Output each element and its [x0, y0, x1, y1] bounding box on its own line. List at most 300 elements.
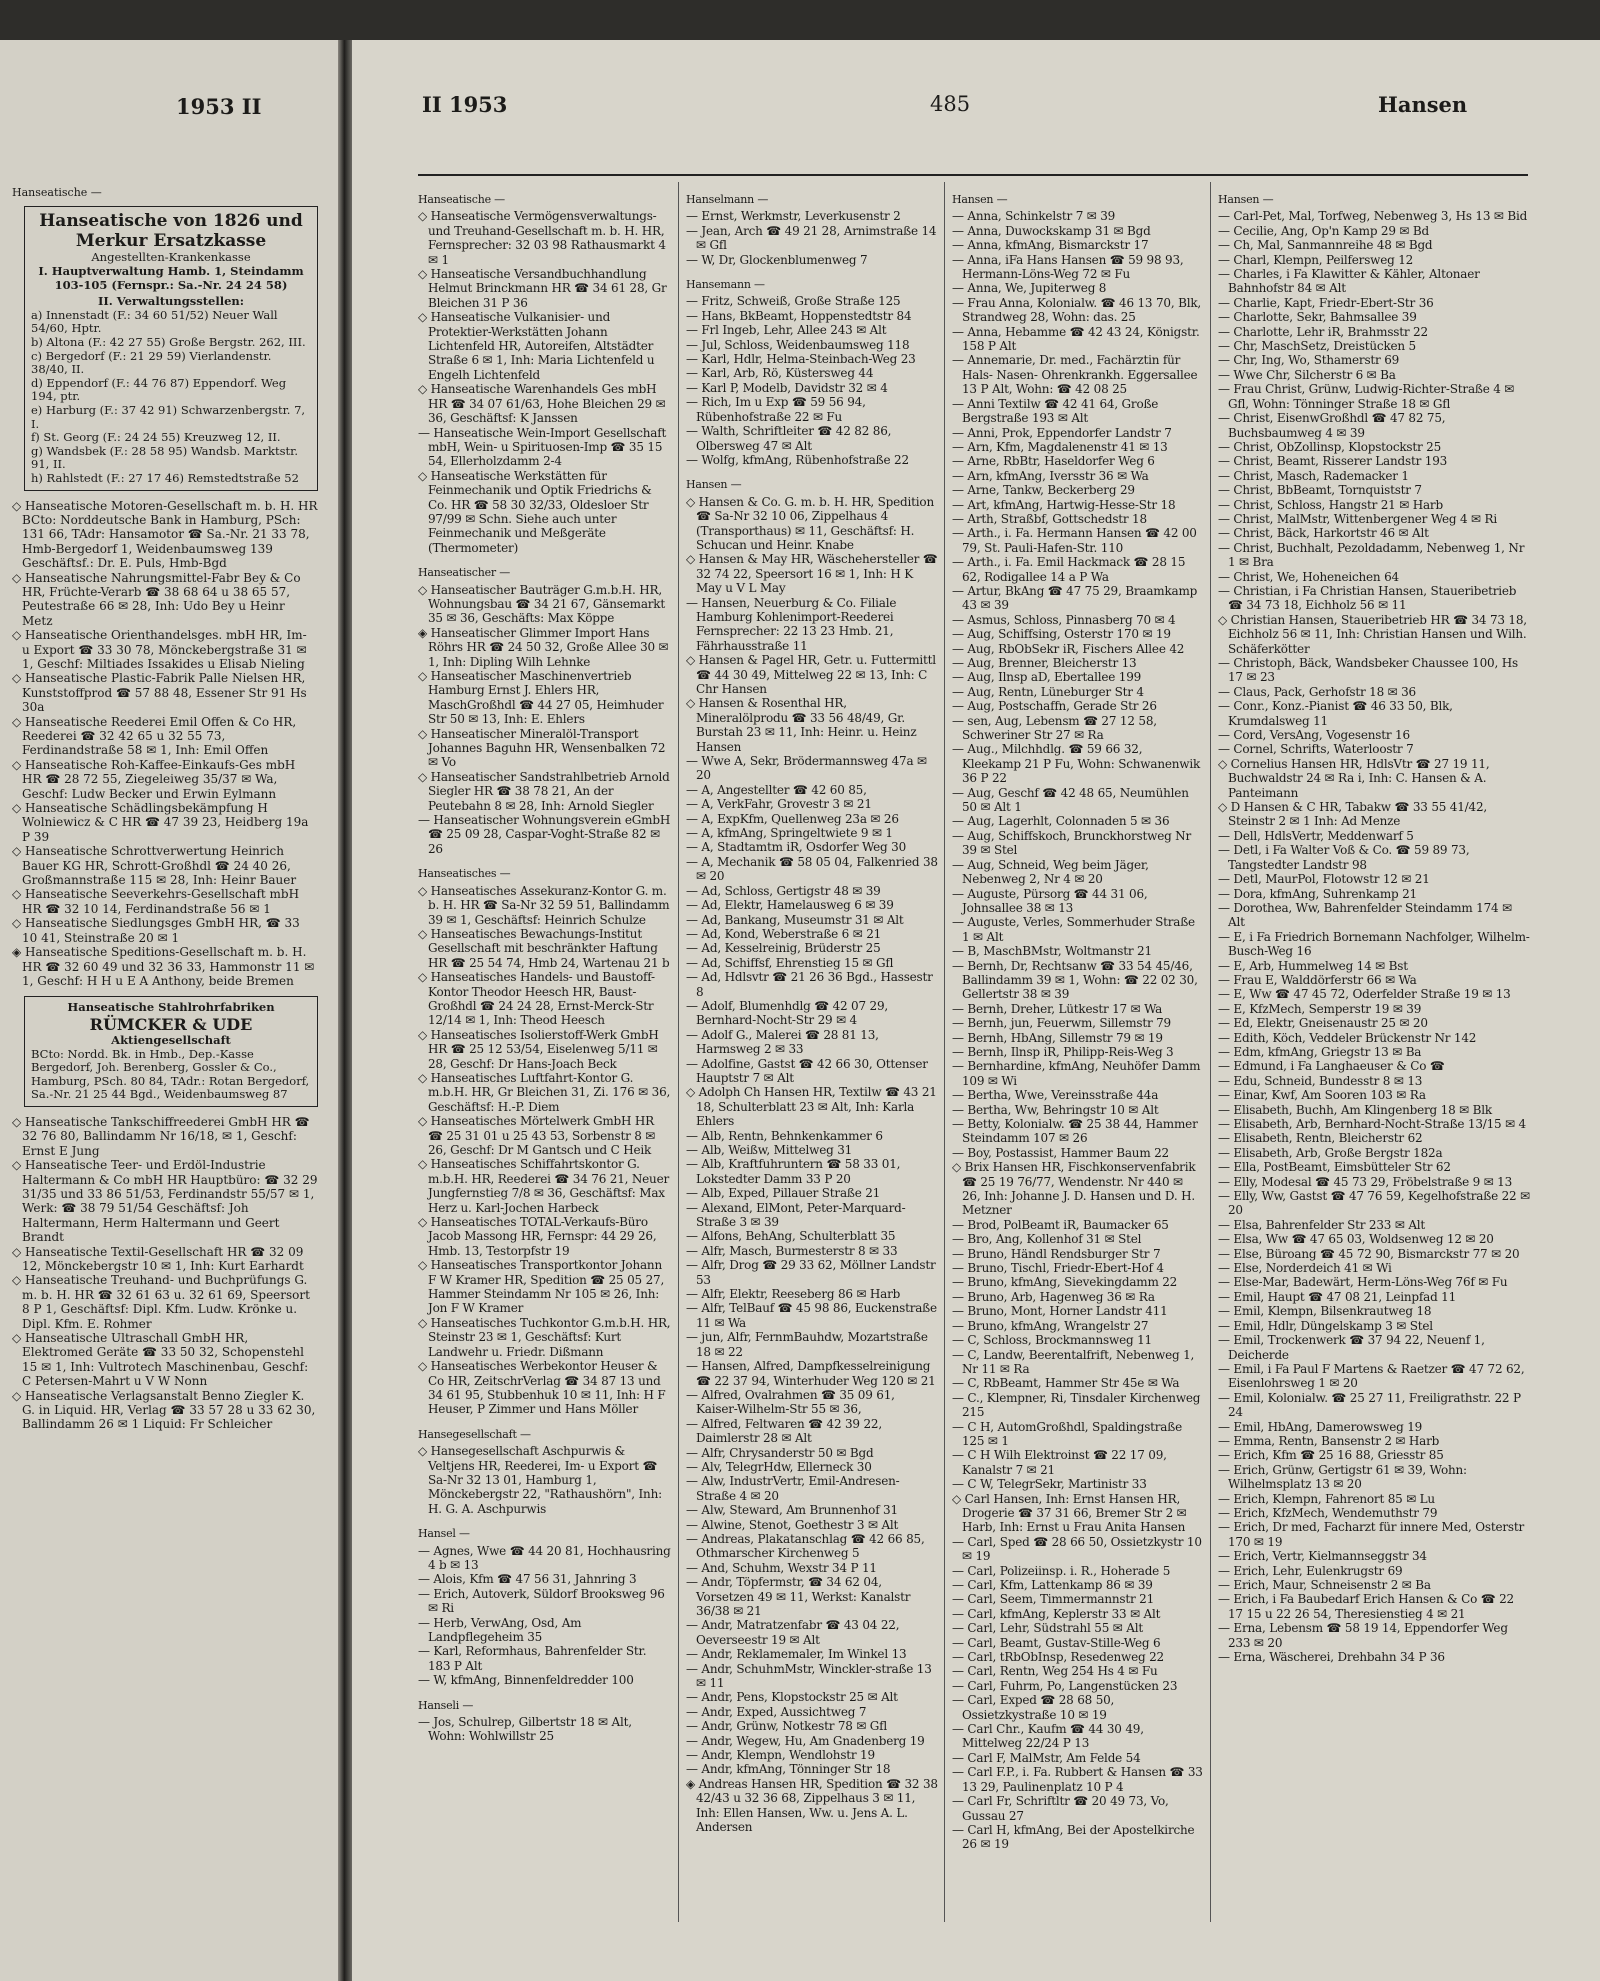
directory-entry: — Erich, Grünw, Gertigstr 61 ✉ 39, Wohn: Wilhelmsplatz 13 ✉ 20	[1218, 1462, 1467, 1492]
directory-entry: ◇ Carl Hansen, Inh: Ernst Hansen HR, Drogerie ☎ 37 31 66, Bremer Str 2 ✉ Harb, Inh: Ernst u Frau Anita Hansen	[952, 1491, 1187, 1535]
directory-entry: — Wwe Chr, Silcherstr 6 ✉ Ba	[1218, 367, 1396, 382]
directory-entry: — Bernh, jun, Feuerwm, Sillemstr 79	[952, 1016, 1171, 1031]
directory-entry: — Edmund, i Fa Langhaeuser & Co ☎	[1218, 1059, 1445, 1074]
left-page-column	[12, 186, 318, 1966]
directory-entry: — Dorothea, Ww, Bahrenfelder Steindamm 174 ✉ Alt	[1218, 900, 1512, 930]
directory-entry: — Andr, Grünw, Notkestr 78 ✉ Gfl	[686, 1719, 888, 1734]
kasse-hq: I. Hauptverwaltung Hamb. 1, Steindamm 103-105 (Fernspr.: Sa.-Nr. 24 24 58)	[38, 264, 304, 292]
directory-entry: — Erich, Autoverk, Süldorf Brooksweg 96 ✉ Ri	[418, 1586, 665, 1616]
directory-entry: — Erich, Lehr, Eulenkrugstr 69	[1218, 1563, 1403, 1578]
directory-entry: — Adolf, Blumenhdlg ☎ 42 07 29, Bernhard-Nocht-Str 29 ✉ 4	[686, 998, 889, 1028]
directory-entry: — Dora, kfmAng, Suhrenkamp 21	[1218, 886, 1417, 901]
ruemcker-text: BCto: Nordd. Bk. in Hmb., Dep.-Kasse Bergedorf, Joh. Berenberg, Gossler & Co., Hamburg, PSch. 80 84, TAdr.: Rotan Bergedorf, Sa.-Nr. 21 25 44 Bgd., Weidenbaumsweg 87	[31, 1046, 310, 1102]
directory-entry: — Anna, Schinkelstr 7 ✉ 39	[952, 209, 1116, 224]
directory-entry: ◇ Hanseatische Teer- und Erdöl-Industrie Haltermann & Co mbH HR Hauptbüro: ☎ 32 29 31/35 und 33 86 51/53, Ferdinandstr 55/57 ✉ 1, Werk: ☎ 38 79 51/54 Geschäftsf: Joh Haltermann, Herm Haltermann und Geert Brandt	[12, 1158, 318, 1245]
directory-entry: — Andr, kfmAng, Tönninger Str 18	[686, 1762, 891, 1777]
directory-entry: — Herb, VerwAng, Osd, Am Landpflegeheim 35	[418, 1615, 582, 1644]
directory-entry: — Hans, BkBeamt, Hoppenstedtstr 84	[686, 308, 912, 323]
directory-entry: — Alfr, Elektr, Reeseberg 86 ✉ Harb	[686, 1287, 901, 1302]
directory-entry: — Carl F.P., i. Fa. Rubbert & Hansen ☎ 33 13 29, Paulinenplatz 10 P 4	[952, 1765, 1203, 1794]
directory-entry: — Aug, Schiffsing, Osterstr 170 ✉ 19	[952, 627, 1171, 642]
directory-entry: — C, RbBeamt, Hammer Str 45e ✉ Wa	[952, 1376, 1180, 1391]
directory-entry: — Elly, Modesal ☎ 45 73 29, Fröbelstraße 9 ✉ 13	[1218, 1174, 1513, 1189]
directory-entry: — E, i Fa Friedrich Bornemann Nachfolger, Wilhelm-Busch-Weg 16	[1218, 929, 1530, 959]
page-year: II 1953	[422, 92, 508, 117]
directory-entry: — E, Arb, Hummelweg 14 ✉ Bst	[1218, 958, 1408, 973]
directory-entry: — Charlie, Kapt, Friedr-Ebert-Str 36	[1218, 295, 1434, 310]
directory-entry: — Carl, Kfm, Lattenkamp 86 ✉ 39	[952, 1578, 1153, 1592]
directory-entry: — Alfr, TelBauf ☎ 45 98 86, Euckenstraße 11 ✉ Wa	[686, 1301, 937, 1330]
directory-entry: — Fritz, Schweiß, Große Straße 125	[686, 294, 901, 309]
directory-entry: — Emil, Kolonialw. ☎ 25 27 11, Freiligrathstr. 22 P 24	[1218, 1390, 1521, 1420]
directory-entry: — Elisabeth, Arb, Bernhard-Nocht-Straße 13/15 ✉ 4	[1218, 1117, 1526, 1131]
directory-entry: — Ad, Schloss, Gertigstr 48 ✉ 39	[686, 883, 881, 898]
directory-entry: — Ch, Mal, Sanmannreihe 48 ✉ Bgd	[1218, 238, 1433, 253]
directory-entry: ◇ Hanseatisches Handels- und Baustoff-Kontor Theodor Heesch HR, Baust-Großhdl ☎ 24 24 28, Ernst-Merck-Str 12/14 ✉ 1, Inh: Theod Heesch	[418, 970, 655, 1028]
section-heading: Hansegesellschaft —	[418, 1427, 531, 1441]
section-heading: Hanseatischer —	[418, 566, 511, 580]
directory-entry: ◇ Hanseatische Siedlungsges GmbH HR, ☎ 33 10 41, Steinstraße 20 ✉ 1	[12, 916, 300, 945]
directory-entry: — Aug, RbObSekr iR, Fischers Allee 42	[952, 641, 1185, 656]
directory-entry: — Elisabeth, Arb, Große Bergstr 182a	[1218, 1145, 1443, 1160]
directory-entry: — Alois, Kfm ☎ 47 56 31, Jahnring 3	[418, 1572, 637, 1587]
directory-entry: — A, kfmAng, Springeltwiete 9 ✉ 1	[686, 826, 893, 841]
directory-entry: — Carl F, MalMstr, Am Felde 54	[952, 1750, 1141, 1765]
directory-entry: — sen, Aug, Lebensm ☎ 27 12 58, Schweriner Str 27 ✉ Ra	[952, 713, 1157, 743]
section-heading: Hanseatisches —	[418, 867, 511, 881]
directory-entry: ◇ Hanseatische Warenhandels Ges mbH HR ☎ 34 07 61/63, Hohe Bleichen 29 ✉ 36, Geschäftsf: K Janssen	[418, 382, 666, 426]
directory-entry: — Carl-Pet, Mal, Torfweg, Nebenweg 3, Hs 13 ✉ Bid	[1218, 209, 1528, 224]
directory-entry: — W, kfmAng, Binnenfeldredder 100	[418, 1673, 634, 1688]
directory-entry: — Bruno, Mont, Horner Landstr 411	[952, 1304, 1168, 1319]
directory-column-3	[952, 182, 1204, 1952]
directory-entry: — Emil, HbAng, Damerowsweg 19	[1218, 1419, 1423, 1434]
section-heading: Hansemann —	[686, 278, 765, 292]
directory-entry: — Christ, Buchhalt, Pezoldadamm, Nebenweg 1, Nr 1 ✉ Bra	[1218, 540, 1525, 570]
directory-entry: — Boy, Postassist, Hammer Baum 22	[952, 1145, 1169, 1160]
page-number: 485	[930, 92, 971, 116]
directory-entry: — C, Schloss, Brockmannsweg 11	[952, 1333, 1152, 1348]
directory-entry: — Bertha, Ww, Behringstr 10 ✉ Alt	[952, 1102, 1159, 1117]
directory-entry: ◇ Hanseatisches Mörtelwerk GmbH HR ☎ 25 31 01 u 25 43 53, Sorbenstr 8 ✉ 26, Geschf: Dr M Gantsch und C Heik	[418, 1114, 656, 1157]
directory-entry: ◇ Hanseatische Reederei Emil Offen & Co HR, Reederei ☎ 32 42 65 u 32 55 73, Ferdinandstraße 58 ✉ 1, Inh: Emil Offen	[12, 714, 297, 758]
directory-entry: — Bro, Ang, Kollenhof 31 ✉ Stel	[952, 1232, 1142, 1247]
directory-entry: — Bernh, HbAng, Sillemstr 79 ✉ 19	[952, 1030, 1163, 1045]
directory-entry: — Erich, Dr med, Facharzt für innere Med, Osterstr 170 ✉ 19	[1218, 1520, 1524, 1549]
directory-entry: ◇ Hanseatische Textil-Gesellschaft HR ☎ 32 09 12, Mönckebergstr 10 ✉ 1, Inh: Kurt Earhardt	[12, 1244, 304, 1273]
directory-entry: ◈ Hanseatischer Glimmer Import Hans Röhrs HR ☎ 24 50 32, Große Allee 30 ✉ 1, Inh: Dipling Wilh Lehnke	[418, 625, 669, 669]
directory-entry: — Emil, Haupt ☎ 47 08 21, Leinpfad 11	[1218, 1289, 1457, 1304]
directory-entry: — Arne, RbBtr, Haseldorfer Weg 6	[952, 454, 1155, 469]
directory-entry: — Bernh, Dreher, Lütkestr 17 ✉ Wa	[952, 1001, 1163, 1016]
kasse-branch: d) Eppendorf (F.: 44 76 87) Eppendorf. Weg 194, ptr.	[31, 375, 287, 404]
directory-entry: — Erna, Wäscherei, Drehbahn 34 P 36	[1218, 1650, 1445, 1665]
directory-entry: ◇ Hanseatisches Assekuranz-Kontor G. m. b. H. HR ☎ Sa-Nr 32 59 51, Ballindamm 39 ✉ 1, Geschäftsf: Heinrich Schulze	[418, 883, 670, 927]
directory-entry: ◇ Hanseatisches Isolierstoff-Werk GmbH HR ☎ 25 12 53/54, Eiselenweg 5/11 ✉ 28, Geschf: Dr Hans-Joach Beck	[418, 1027, 659, 1071]
directory-entry: — Anna, Hebamme ☎ 42 43 24, Königstr. 158 P Alt	[952, 324, 1200, 354]
directory-entry: ◇ Hanseatische Tankschiffreederei GmbH HR ☎ 32 76 80, Ballindamm Nr 16/18, ✉ 1, Geschf: Ernst E Jung	[12, 1114, 310, 1158]
directory-entry: — Conr., Konz.-Pianist ☎ 46 33 50, Blk, Krumdalsweg 11	[1218, 699, 1453, 728]
directory-column-2	[686, 182, 938, 1952]
directory-entry: — A, ExpKfm, Quellenweg 23a ✉ 26	[686, 811, 899, 826]
ruemcker-name: RÜMCKER & UDE	[89, 1014, 253, 1034]
kasse-name: Hanseatische von 1826 und Merkur Ersatzkasse	[39, 211, 303, 252]
section-heading: Hansel —	[418, 1527, 470, 1541]
directory-entry: — Aug, Ilnsp aD, Ebertallee 199	[952, 670, 1142, 685]
directory-entry: — Alfred, Ovalrahmen ☎ 35 09 61, Kaiser-Wilhelm-Str 55 ✉ 36,	[686, 1387, 895, 1417]
directory-entry: — C H Wilh Elektroinst ☎ 22 17 09, Kanalstr 7 ✉ 21	[952, 1448, 1167, 1477]
section-heading: Hansen —	[952, 193, 1008, 206]
section-heading: Hansen —	[1218, 193, 1274, 206]
ruemcker-sub: Aktiengesellschaft	[111, 1032, 231, 1047]
directory-entry: — Ad, Schiffsf, Ehrenstieg 15 ✉ Gfl	[686, 955, 894, 970]
directory-entry: ◇ Hansen & Rosenthal HR, Mineralölprodu ☎ 33 56 48/49, Gr. Burstah 23 ✉ 11, Inh: Heinr. u. Heinz Hansen	[686, 696, 917, 754]
directory-entry: — Christ, Schloss, Hangstr 21 ✉ Harb	[1218, 497, 1443, 512]
directory-entry: — Christ, BbBeamt, Tornquiststr 7	[1218, 483, 1422, 498]
directory-entry: ◈ Andreas Hansen HR, Spedition ☎ 32 38 42/43 u 32 36 68, Zippelhaus 3 ✉ 11, Inh: Ellen Hansen, Ww. u. Jens A. L. Andersen	[686, 1776, 938, 1835]
directory-entry: — Alfr, Masch, Burmesterstr 8 ✉ 33	[686, 1243, 898, 1258]
directory-entry: — Agnes, Wwe ☎ 44 20 81, Hochhausring 4 b ✉ 13	[418, 1543, 671, 1572]
directory-entry: — Arne, Tankw, Beckerberg 29	[952, 483, 1135, 498]
directory-entry: — Asmus, Schloss, Pinnasberg 70 ✉ 4	[952, 612, 1176, 627]
directory-entry: — Cecilie, Ang, Op'n Kamp 29 ✉ Bd	[1218, 223, 1429, 238]
directory-entry: — Adolfine, Gastst ☎ 42 66 30, Ottenser Hauptstr 7 ✉ Alt	[686, 1056, 928, 1085]
directory-entry: — Charlotte, Lehr iR, Brahmsstr 22	[1218, 324, 1428, 339]
kasse-branch: g) Wandsbek (F.: 28 58 95) Wandsb. Marktstr. 91, II.	[31, 443, 299, 472]
directory-entry: — Charlotte, Sekr, Bahmsallee 39	[1218, 310, 1417, 325]
directory-entry: — Karl, Arb, Rö, Küstersweg 44	[686, 366, 874, 381]
directory-entry: — Anna, kfmAng, Bismarckstr 17	[952, 238, 1149, 253]
directory-entry: ◇ Hanseatische Schädlingsbekämpfung H Wolniewicz & C HR ☎ 47 39 23, Heidberg 19a P 39	[12, 801, 309, 844]
directory-entry: — Emil, Klempn, Bilsenkrautweg 18	[1218, 1304, 1432, 1319]
directory-entry: — A, Angestellter ☎ 42 60 85,	[686, 782, 867, 797]
directory-entry: — Erich, i Fa Baubedarf Erich Hansen & Co ☎ 22 17 15 u 22 26 54, Theresienstieg 4 ✉ 21	[1218, 1592, 1514, 1621]
directory-entry: — Jean, Arch ☎ 49 21 28, Arnimstraße 14 ✉ Gfl	[686, 223, 937, 253]
directory-entry: — Einar, Kwf, Am Sooren 103 ✉ Ra	[1218, 1088, 1426, 1103]
directory-entry: — Andr, Wegew, Hu, Am Gnadenberg 19	[686, 1733, 925, 1748]
column-rule	[944, 182, 945, 1922]
left-entry-list	[12, 499, 318, 989]
directory-entry: — Andreas, Plakatanschlag ☎ 42 66 85, Othmarscher Kirchenweg 5	[686, 1531, 925, 1561]
directory-entry: — Alfred, Feltwaren ☎ 42 39 22, Daimlerstr 28 ✉ Alt	[686, 1416, 882, 1446]
directory-entry: — Alw, IndustrVertr, Emil-Andresen-Straße 4 ✉ 20	[686, 1474, 900, 1503]
directory-entry: — Ad, Kesselreinig, Brüderstr 25	[686, 941, 881, 956]
directory-entry: — Else, Büroang ☎ 45 72 90, Bismarckstr 77 ✉ 20	[1218, 1246, 1520, 1261]
directory-entry: — Aug., Milchhdlg. ☎ 59 66 32, Kleekamp 21 P Fu, Wohn: Schwanenwik 36 P 22	[952, 742, 1201, 786]
directory-entry: — Alwine, Stenot, Goethestr 3 ✉ Alt	[686, 1517, 899, 1532]
directory-entry: — Ed, Elektr, Gneisenaustr 25 ✉ 20	[1218, 1016, 1428, 1031]
kasse-branch: a) Innenstadt (F.: 34 60 51/52) Neuer Wall 54/60, Hptr.	[31, 307, 278, 336]
directory-entry: — E, Ww ☎ 47 45 72, Oderfelder Straße 19 ✉ 13	[1218, 987, 1511, 1002]
directory-entry: ◇ Hanseatischer Bauträger G.m.b.H. HR, Wohnungsbau ☎ 34 21 67, Gänsemarkt 35 ✉ 36, Geschäfts: Max Köppe	[418, 582, 665, 626]
directory-entry: ◇ Hanseatisches Tuchkontor G.m.b.H. HR, Steinstr 23 ✉ 1, Geschäftsf: Kurt Landwehr u. Friedr. Dißmann	[418, 1315, 671, 1359]
directory-entry: — Elly, Ww, Gastst ☎ 47 76 59, Kegelhofstraße 22 ✉ 20	[1218, 1189, 1530, 1218]
directory-entry: — Ad, Hdlsvtr ☎ 21 26 36 Bgd., Hassestr 8	[686, 970, 933, 999]
directory-entry: — C W, TelegrSekr, Martinistr 33	[952, 1477, 1147, 1492]
directory-entry: — Jul, Schloss, Weidenbaumsweg 118	[686, 337, 910, 352]
directory-entry: — Aug, Rentn, Lüneburger Str 4	[952, 684, 1144, 699]
right-page	[352, 40, 1600, 1981]
directory-entry: — Betty, Kolonialw. ☎ 25 38 44, Hammer Steindamm 107 ✉ 26	[952, 1117, 1198, 1146]
directory-entry: ◇ Hanseatische Motoren-Gesellschaft m. b. H. HR BCto: Norddeutsche Bank in Hamburg, PSch: 131 66, TAdr: Hansamotor ☎ Sa.-Nr. 21 33 78, Hmb-Bergedorf 1, Weidenbaumsweg 139 Geschäftsf.: Dr. E. Puls, Hmb-Bgd	[12, 498, 318, 571]
directory-entry: — Carl, Sped ☎ 28 66 50, Ossietzkystr 10 ✉ 19	[952, 1534, 1202, 1564]
directory-entry: — Carl Fr, Schriftltr ☎ 20 49 73, Vo, Gussau 27	[952, 1794, 1169, 1823]
kasse-sub: Angestellten-Krankenkasse	[91, 250, 251, 265]
directory-entry: — Carl, kfmAng, Keplerstr 33 ✉ Alt	[952, 1606, 1161, 1621]
directory-entry: — Andr, Matratzenfabr ☎ 43 04 22, Oeverseestr 19 ✉ Alt	[686, 1618, 900, 1647]
directory-entry: ◇ Hanseatisches Luftfahrt-Kontor G. m.b.H. HR, Gr Bleichen 31, Zi. 176 ✉ 36, Geschäftsf: H.-P. Diem	[418, 1070, 671, 1114]
directory-entry: — Ad, Kond, Weberstraße 6 ✉ 21	[686, 926, 882, 941]
directory-entry: — Andr, Töpfermstr, ☎ 34 62 04, Vorsetzen 49 ✉ 11, Werkst: Kanalstr 36/38 ✉ 21	[686, 1575, 911, 1618]
directory-entry: — E, KfzMech, Semperstr 19 ✉ 39	[1218, 1001, 1422, 1016]
directory-entry: — Aug, Schneid, Weg beim Jäger, Nebenweg 2, Nr 4 ✉ 20	[952, 857, 1149, 887]
column-rule	[678, 182, 679, 1922]
directory-entry: ◇ Hanseatisches Bewachungs-Institut Gesellschaft mit beschränkter Haftung HR ☎ 25 54 74, Hmb 24, Wartenau 21 b	[418, 926, 670, 970]
directory-entry: ◇ Hanseatische Verlagsanstalt Benno Ziegler K. G. in Liquid. HR, Verlag ☎ 33 57 28 u 33 62 30, Ballindamm 26 ✉ 1 Liquid: Fr Schleicher	[12, 1388, 316, 1432]
directory-entry: — Christoph, Bäck, Wandsbeker Chaussee 100, Hs 17 ✉ 23	[1218, 656, 1518, 685]
directory-entry: — Erich, KfzMech, Wendemuthstr 79	[1218, 1505, 1438, 1520]
directory-entry: ◇ Hansegesellschaft Aschpurwis & Veltjens HR, Reederei, Im- u Export ☎ Sa-Nr 32 13 01, Hamburg 1, Mönckebergstr 22, "Rathaushörn", Inh: H. G. A. Aschpurwis	[418, 1444, 662, 1516]
directory-entry: ◇ Hanseatische Versandbuchhandlung Helmut Brinckmann HR ☎ 34 61 28, Gr Bleichen 31 P 36	[418, 267, 667, 310]
directory-entry: — Anni Textilw ☎ 42 41 64, Große Bergstraße 193 ✉ Alt	[952, 396, 1159, 426]
directory-entry: — Hansen, Alfred, Dampfkesselreinigung ☎ 22 37 94, Winterhuder Weg 120 ✉ 21	[686, 1359, 936, 1388]
directory-entry: — Aug, Postschaffn, Gerade Str 26	[952, 699, 1157, 714]
directory-entry: — Alv, TelegrHdw, Ellerneck 30	[686, 1459, 872, 1474]
directory-entry: — Emma, Rentn, Bansenstr 2 ✉ Harb	[1218, 1433, 1440, 1448]
directory-entry: — Andr, Pens, Klopstockstr 25 ✉ Alt	[686, 1690, 898, 1705]
section-heading: Hanseli —	[418, 1698, 474, 1712]
directory-entry: — Bruno, Tischl, Friedr-Ebert-Hof 4	[952, 1261, 1164, 1276]
directory-entry: — Ernst, Werkmstr, Leverkusenstr 2	[686, 209, 901, 224]
directory-entry: — Alfr, Chrysanderstr 50 ✉ Bgd	[686, 1445, 874, 1460]
directory-entry: — Edm, kfmAng, Griegstr 13 ✉ Ba	[1218, 1044, 1422, 1059]
directory-entry: — Andr, Exped, Aussichtweg 7	[686, 1704, 867, 1719]
directory-entry: — Carl, Lehr, Südstrahl 55 ✉ Alt	[952, 1621, 1143, 1636]
directory-entry: — A, Mechanik ☎ 58 05 04, Falkenried 38 ✉ 20	[686, 854, 938, 884]
directory-entry: — Anni, Prok, Eppendorfer Landstr 7	[952, 425, 1172, 440]
directory-entry: — Elisabeth, Buchh, Am Klingenberg 18 ✉ Blk	[1218, 1102, 1492, 1117]
directory-entry: ◇ Hansen & May HR, Wäschehersteller ☎ 32 74 22, Speersort 16 ✉ 1, Inh: H K May u V L May	[686, 552, 938, 596]
directory-entry: — Elsa, Ww ☎ 47 65 03, Woldsenweg 12 ✉ 20	[1218, 1232, 1494, 1247]
directory-entry: — Erich, Vertr, Kielmannseggstr 34	[1218, 1549, 1427, 1564]
directory-entry: — Erna, Lebensm ☎ 58 19 14, Eppendorfer Weg 233 ✉ 20	[1218, 1621, 1508, 1650]
directory-entry: — Emil, Hdlr, Düngelskamp 3 ✉ Stel	[1218, 1318, 1433, 1333]
kasse-branch: h) Rahlstedt (F.: 27 17 46) Remstedtstraße 52	[31, 470, 299, 485]
directory-entry: — Karl, Reformhaus, Bahrenfelder Str. 183 P Alt	[418, 1644, 647, 1673]
section-heading: Hanselmann —	[686, 193, 769, 206]
directory-entry: — Cord, VersAng, Vogesenstr 16	[1218, 728, 1410, 743]
directory-entry: — Else-Mar, Badewärt, Herm-Löns-Weg 76f ✉ Fu	[1218, 1275, 1508, 1290]
directory-entry: ◇ Adolph Ch Hansen HR, Textilw ☎ 43 21 18, Schulterblatt 23 ✉ Alt, Inh: Karla Ehlers	[686, 1085, 937, 1129]
header-rule	[418, 174, 1528, 176]
directory-entry: ◇ Hanseatischer Mineralöl-Transport Johannes Baguhn HR, Wensenbalken 72 ✉ Vo	[418, 726, 666, 770]
directory-entry: ◇ Hanseatische Treuhand- und Buchprüfungs G. m. b. H. HR ☎ 32 61 63 u. 32 61 69, Speersort 8 P 1, Geschäftsf: Dipl. Kfm. Ludw. Krönke u. Dipl. Kfm. E. Rohmer	[12, 1273, 310, 1331]
directory-entry: — B, MaschBMstr, Woltmanstr 21	[952, 944, 1152, 959]
directory-entry: — Aug, Schiffskoch, Brunckhorstweg Nr 39 ✉ Stel	[952, 828, 1192, 858]
directory-entry: — Adolf G., Malerei ☎ 28 81 13, Harmsweg 2 ✉ 33	[686, 1027, 879, 1057]
directory-entry: — Jos, Schulrep, Gilbertstr 18 ✉ Alt, Wohn: Wohlwillstr 25	[418, 1715, 632, 1744]
directory-entry: — Anna, Duwockskamp 31 ✉ Bgd	[952, 223, 1151, 238]
directory-entry: — jun, Alfr, FernmBauhdw, Mozartstraße 18 ✉ 22	[686, 1330, 928, 1359]
directory-entry: ◇ D Hansen & C HR, Tabakw ☎ 33 55 41/42, Steinstr 2 ✉ 1 Inh: Ad Menze	[1218, 800, 1487, 829]
directory-entry: — Bernhardine, kfmAng, Neuhöfer Damm 109 ✉ Wi	[952, 1059, 1201, 1088]
directory-entry: — Auguste, Verles, Sommerhuder Straße 1 ✉ Alt	[952, 915, 1195, 944]
directory-entry: — Artur, BkAng ☎ 47 75 29, Braamkamp 43 ✉ 39	[952, 583, 1198, 613]
directory-entry: — Frau Christ, Grünw, Ludwig-Richter-Straße 4 ✉ Gfl, Wohn: Tönninger Straße 18 ✉ Gfl	[1218, 382, 1515, 411]
directory-entry: ◇ Hanseatische Roh-Kaffee-Einkaufs-Ges mbH HR ☎ 28 72 55, Ziegeleiweg 35/37 ✉ Wa, Geschf: Ludw Becker und Erwin Eylmann	[12, 757, 296, 801]
directory-entry: — Christ, Beamt, Risserer Landstr 193	[1218, 454, 1448, 469]
directory-entry: ◇ Hanseatisches Werbekontor Heuser & Co HR, ZeitschrVerlag ☎ 34 87 13 und 34 61 95, Stubbenhuk 10 ✉ 11, Inh: H F Heuser, P Zimmer und Hans Möller	[418, 1359, 666, 1417]
directory-entry: — Carl, Fuhrm, Po, Langenstücken 23	[952, 1678, 1178, 1693]
directory-entry: — Anna, We, Jupiterweg 8	[952, 281, 1107, 296]
directory-entry: — Alexand, ElMont, Peter-Marquard-Straße 3 ✉ 39	[686, 1200, 906, 1230]
left-section-head: Hanseatische —	[12, 186, 102, 199]
directory-entry: — Alb, Kraftfuhruntern ☎ 58 33 01, Lokstedter Damm 33 P 20	[686, 1157, 901, 1186]
directory-entry: — Else, Norderdeich 41 ✉ Wi	[1218, 1261, 1392, 1276]
directory-entry: — Andr, Klempn, Wendlohstr 19	[686, 1748, 875, 1763]
left-page	[0, 40, 338, 1981]
directory-entry: — Aug, Geschf ☎ 42 48 65, Neumühlen 50 ✉ Alt 1	[952, 785, 1189, 815]
directory-entry: — Frau E, Walddörferstr 66 ✉ Wa	[1218, 972, 1417, 987]
ruemcker-title: Hanseatische Stahlrohrfabriken	[67, 1000, 275, 1015]
directory-entry: — Arth., i. Fa. Hermann Hansen ☎ 42 00 79, St. Pauli-Hafen-Str. 110	[952, 526, 1197, 555]
directory-entry: — Chr, Ing, Wo, Sthamerstr 69	[1218, 353, 1400, 368]
directory-entry: ◇ Christian Hansen, Staueribetrieb HR ☎ 34 73 18, Eichholz 56 ✉ 11, Inh: Christian Hansen und Wilh. Schäferkötter	[1218, 612, 1527, 656]
directory-entry: — Carl, Seem, Timmermannstr 21	[952, 1592, 1155, 1607]
directory-entry: — Cornel, Schrifts, Waterloostr 7	[1218, 742, 1414, 757]
directory-entry: ◇ Hanseatische Werkstätten für Feinmechanik und Optik Friedrichs & Co. HR ☎ 58 30 32/33, Oldesloer Str 97/99 ✉ Schn. Siehe auch unter Feinmechanik und Meßgeräte (Thermometer)	[418, 468, 652, 555]
kasse-branches-title: II. Verwaltungsstellen:	[97, 294, 245, 309]
directory-entry: — Carl, Polizeiinsp. i. R., Hoherade 5	[952, 1563, 1171, 1578]
directory-entry: — C, Landw, Beerentalfrift, Nebenweg 1, Nr 11 ✉ Ra	[952, 1347, 1195, 1376]
directory-entry: — Christ, We, Hoheneichen 64	[1218, 569, 1399, 584]
book-gutter	[338, 40, 352, 1981]
directory-entry: — Detl, MaurPol, Flotowstr 12 ✉ 21	[1218, 872, 1430, 887]
directory-entry: — Alw, Steward, Am Brunnenhof 31	[686, 1503, 898, 1518]
directory-entry: — Ella, PostBeamt, Eimsbütteler Str 62	[1218, 1160, 1451, 1175]
directory-entry: — Bernh, Dr, Rechtsanw ☎ 33 54 45/46, Ballindamm 39 ✉ 1, Wohn: ☎ 22 02 30, Gellertstr 38 ✉ 39	[952, 958, 1198, 1002]
directory-entry: — Hanseatische Wein-Import Gesellschaft mbH, Wein- u Spirituosen-Imp ☎ 35 15 54, Ellerholzdamm 2-4	[418, 425, 667, 469]
directory-entry: ◇ Hansen & Pagel HR, Getr. u. Futtermittl ☎ 44 30 49, Mittelweg 22 ✉ 13, Inh: C Chr Hansen	[686, 653, 936, 696]
directory-entry: — Bruno, kfmAng, Sievekingdamm 22	[952, 1275, 1178, 1290]
directory-entry: ◇ Brix Hansen HR, Fischkonservenfabrik ☎ 25 19 76/77, Wendenstr. Nr 440 ✉ 26, Inh: Johanne J. D. Hansen und D. H. Metzner	[952, 1160, 1196, 1218]
directory-entry: — Carl H, kfmAng, Bei der Apostelkirche 26 ✉ 19	[952, 1822, 1195, 1852]
directory-entry: — Christ, Bäck, Harkortstr 46 ✉ Alt	[1218, 526, 1429, 541]
directory-entry: — Walth, Schriftleiter ☎ 42 82 86, Olbersweg 47 ✉ Alt	[686, 424, 892, 453]
directory-entry: — Alfons, BehAng, Schulterblatt 35	[686, 1229, 896, 1244]
directory-entry: — Carl, Exped ☎ 28 68 50, Ossietzkystraße 10 ✉ 19	[952, 1693, 1115, 1722]
directory-entry: — Brod, PolBeamt iR, Baumacker 65	[952, 1217, 1169, 1232]
directory-entry: — Wwe A, Sekr, Brödermannsweg 47a ✉ 20	[686, 754, 927, 783]
kasse-branch: c) Bergedorf (F.: 21 29 59) Vierlandenstr. 38/40, II.	[31, 348, 272, 377]
running-header	[352, 92, 1600, 126]
directory-entry: — And, Schuhm, Wexstr 34 P 11	[686, 1560, 877, 1575]
directory-column-1	[418, 182, 672, 1952]
directory-entry: — Erich, Maur, Schneisenstr 2 ✉ Ba	[1218, 1578, 1431, 1592]
running-head-name: Hansen	[1378, 92, 1468, 117]
directory-entry: — Ad, Elektr, Hamelausweg 6 ✉ 39	[686, 898, 894, 913]
directory-entry: — Arn, Kfm, Magdalenenstr 41 ✉ 13	[952, 439, 1168, 454]
directory-entry: ◇ Hanseatischer Maschinenvertrieb Hamburg Ernst J. Ehlers HR, MaschGroßhdl ☎ 44 27 05, Heimhuder Str 50 ✉ 13, Inh: E. Ehlers	[418, 669, 664, 727]
directory-entry: — Christ, MalMstr, Wittenbergener Weg 4 ✉ Ri	[1218, 511, 1497, 526]
directory-entry: — Alb, Weißw, Mittelweg 31	[686, 1143, 853, 1157]
ruemcker-ad-box	[24, 996, 318, 1107]
directory-entry: — Arth., i. Fa. Emil Hackmack ☎ 28 15 62, Rodigallee 14 a P Wa	[952, 555, 1186, 584]
kasse-branch: b) Altona (F.: 42 27 55) Große Bergstr. 262, III.	[31, 334, 306, 349]
directory-entry: — Andr, SchuhmMstr, Winckler-straße 13 ✉ 11	[686, 1661, 932, 1691]
kasse-branch: f) St. Georg (F.: 24 24 55) Kreuzweg 12, II.	[31, 430, 281, 445]
kasse-branch: e) Harburg (F.: 37 42 91) Schwarzenbergstr. 7, I.	[31, 402, 306, 431]
directory-entry: — Christian, i Fa Christian Hansen, Staueribetrieb ☎ 34 73 18, Eichholz 56 ✉ 11	[1218, 583, 1517, 613]
directory-entry: ◇ Hanseatische Vermögensverwaltungs- und Treuhand-Gesellschaft m. b. H. HR, Fernsprecher: 32 03 98 Rathausmarkt 4 ✉ 1	[418, 209, 666, 267]
directory-entry: — Dell, HdlsVertr, Meddenwarf 5	[1218, 828, 1414, 843]
directory-entry: — A, Stadtamtm iR, Osdorfer Weg 30	[686, 840, 907, 855]
directory-entry: — Alfr, Drog ☎ 29 33 62, Möllner Landstr 53	[686, 1258, 936, 1287]
directory-entry: ◇ Hanseatisches Schiffahrtskontor G. m.b.H. HR, Reederei ☎ 34 76 21, Neuer Jungfernstieg 7/8 ✉ 36, Geschäftsf: Max Herz u. Karl-Jochen Harbeck	[418, 1157, 670, 1215]
directory-entry: — Wolfg, kfmAng, Rübenhofstraße 22	[686, 452, 909, 467]
directory-entry: — Erich, Klempn, Fahrenort 85 ✉ Lu	[1218, 1491, 1435, 1506]
directory-entry: — Carl Chr., Kaufm ☎ 44 30 49, Mittelweg 22/24 P 13	[952, 1722, 1144, 1751]
directory-entry: — Arn, kfmAng, Iversstr 36 ✉ Wa	[952, 468, 1149, 483]
directory-entry: — Charles, i Fa Klawitter & Kähler, Altonaer Bahnhofstr 84 ✉ Alt	[1218, 267, 1480, 296]
directory-entry: ◇ Hanseatisches Transportkontor Johann F W Kramer HR, Spedition ☎ 25 05 27, Hammer Steindamm Nr 105 ✉ 26, Inh: Jon F W Kramer	[418, 1258, 665, 1316]
directory-entry: — Chr, MaschSetz, Dreistücken 5	[1218, 339, 1416, 354]
left-page-label: 1953 II	[176, 94, 262, 119]
directory-entry: — Hanseatischer Wohnungsverein eGmbH ☎ 25 09 28, Caspar-Voght-Straße 82 ✉ 26	[418, 813, 671, 856]
directory-entry: — Bruno, Arb, Hagenweg 36 ✉ Ra	[952, 1289, 1155, 1304]
directory-entry: — Charl, Klempn, Peilfersweg 12	[1218, 252, 1414, 267]
directory-entry: — Edith, Köch, Veddeler Brückenstr Nr 142	[1218, 1030, 1477, 1045]
directory-column-4	[1218, 182, 1530, 1952]
section-heading: Hansen —	[686, 478, 742, 492]
directory-entry: — Aug, Brenner, Bleicherstr 13	[952, 656, 1137, 670]
directory-entry: ◇ Hanseatische Seeverkehrs-Gesellschaft mbH HR ☎ 32 10 14, Ferdinandstraße 56 ✉ 1	[12, 887, 300, 916]
directory-entry: — Edu, Schneid, Bundesstr 8 ✉ 13	[1218, 1073, 1423, 1088]
directory-entry: — C H, AutomGroßhdl, Spaldingstraße 125 ✉ 1	[952, 1419, 1182, 1448]
directory-entry: — Bruno, Händl Rendsburger Str 7	[952, 1246, 1161, 1261]
directory-entry: — Art, kfmAng, Hartwig-Hesse-Str 18	[952, 497, 1176, 512]
directory-entry: — Ad, Bankang, Museumstr 31 ✉ Alt	[686, 912, 904, 927]
directory-entry: — Karl P, Modelb, Davidstr 32 ✉ 4	[686, 380, 888, 395]
kasse-ad-box	[24, 206, 318, 490]
directory-entry: — Alb, Rentn, Behnkenkammer 6	[686, 1128, 883, 1143]
directory-entry: — Hansen, Neuerburg & Co. Filiale Hamburg Kohlenimport-Reederei Fernsprecher: 22 13 23 Hmb. 21, Fährhausstraße 11	[686, 595, 897, 653]
directory-entry: — Elisabeth, Rentn, Bleicherstr 62	[1218, 1131, 1423, 1146]
directory-entry: — Annemarie, Dr. med., Fachärztin für Hals- Nasen- Ohrenkrankh. Eggersallee 13 P Alt, Wohn: ☎ 42 08 25	[952, 353, 1198, 397]
directory-entry: — Detl, i Fa Walter Voß & Co. ☎ 59 89 73, Tangstedter Landstr 98	[1218, 843, 1470, 872]
directory-entry: ◇ Hanseatisches TOTAL-Verkaufs-Büro Jacob Massong HR, Fernspr: 44 29 26, Hmb. 13, Testorpfstr 19	[418, 1215, 657, 1258]
directory-entry: ◇ Hanseatische Plastic-Fabrik Palle Nielsen HR, Kunststoffprod ☎ 57 88 48, Essener Str 91 Hs 30a	[12, 671, 307, 715]
directory-entry: ◇ Hanseatische Orienthandelsges. mbH HR, Im- u Export ☎ 33 30 78, Mönckebergstraße 31 ✉ 1, Geschf: Miltiades Issakides u Elisab Nieling	[12, 628, 307, 671]
directory-entry: — Rich, Im u Exp ☎ 59 56 94, Rübenhofstraße 22 ✉ Fu	[686, 395, 866, 424]
directory-entry: — Carl, tRbObInsp, Resedenweg 22	[952, 1650, 1164, 1665]
section-heading: Hanseatische —	[418, 193, 505, 206]
directory-entry: — Elsa, Bahrenfelder Str 233 ✉ Alt	[1218, 1217, 1426, 1232]
directory-entry: — Emil, Trockenwerk ☎ 37 94 22, Neuenf 1, Deicherde	[1218, 1333, 1485, 1362]
directory-entry: — Frau Anna, Kolonialw. ☎ 46 13 70, Blk, Strandweg 28, Wohn: das. 25	[952, 295, 1202, 325]
directory-entry: — Christ, EisenwGroßhdl ☎ 47 82 75, Buchsbaumweg 4 ✉ 39	[1218, 411, 1446, 440]
directory-entry: — Claus, Pack, Gerhofstr 18 ✉ 36	[1218, 684, 1416, 699]
directory-entry: — Bertha, Wwe, Vereinsstraße 44a	[952, 1088, 1159, 1103]
directory-entry: — Frl Ingeb, Lehr, Allee 243 ✉ Alt	[686, 323, 887, 338]
directory-entry: ◇ Hanseatische Schrottverwertung Heinrich Bauer KG HR, Schrott-Großhdl ☎ 24 40 26, Großmannstraße 115 ✉ 28, Inh: Heinr Bauer	[12, 844, 297, 888]
directory-entry: — Bernh, Ilnsp iR, Philipp-Reis-Weg 3	[952, 1044, 1174, 1059]
kasse-branch-list	[31, 309, 311, 486]
directory-entry: — Bruno, kfmAng, Wrangelstr 27	[952, 1318, 1149, 1333]
directory-entry: ◇ Cornelius Hansen HR, HdlsVtr ☎ 27 19 11, Buchwaldstr 24 ✉ Ra i, Inh: C. Hansen & A. Panteimann	[1218, 756, 1490, 800]
directory-entry: — Carl, Rentn, Weg 254 Hs 4 ✉ Fu	[952, 1664, 1158, 1679]
directory-entry: — Emil, i Fa Paul F Martens & Raetzer ☎ 47 72 62, Eisenlohrsweg 1 ✉ 20	[1218, 1361, 1525, 1391]
